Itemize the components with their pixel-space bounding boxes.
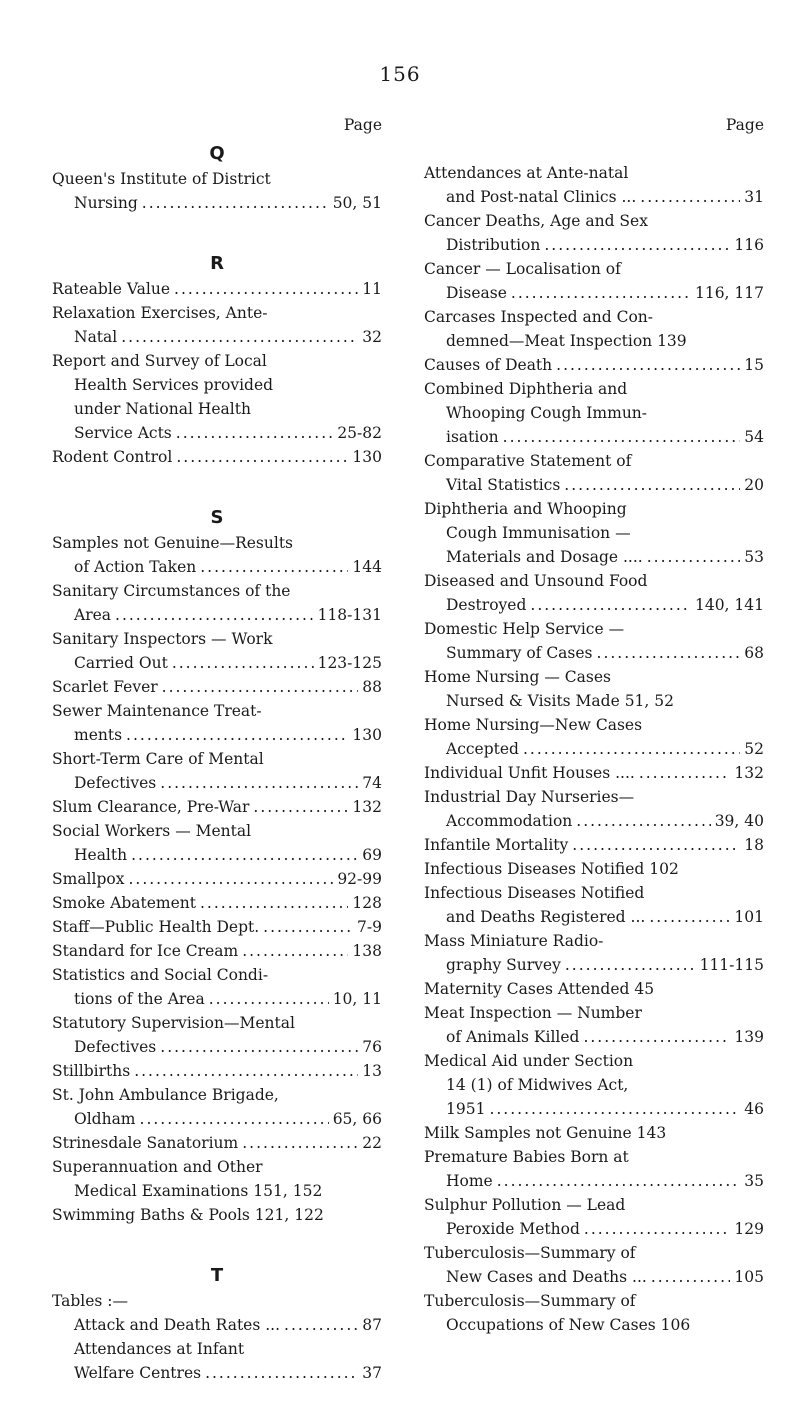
entry-text: Relaxation Exercises, Ante-: [52, 304, 268, 322]
entry-page: 68: [744, 644, 764, 662]
leader-dots: [128, 867, 333, 891]
leader-dots: [115, 603, 314, 627]
page-column-label: Page: [343, 116, 382, 134]
index-entry: [52, 675, 382, 699]
entry-text: Standard for Ice Cream: [52, 942, 239, 960]
index-entry: [424, 1121, 764, 1145]
entry-text: Health: [74, 846, 128, 864]
index-entry: [424, 1241, 764, 1289]
entry-text: Diseased and Unsound Food: [424, 572, 648, 590]
index-entry: [424, 353, 764, 377]
entry-page: 10, 11: [332, 990, 382, 1008]
entry-page: 31: [744, 188, 764, 206]
leader-dots: [523, 737, 740, 761]
index-entry: [424, 1289, 764, 1337]
entry-page: 25-82: [337, 424, 382, 442]
entry-page: 76: [362, 1038, 382, 1056]
entry-text: Disease: [446, 284, 507, 302]
index-entry: [424, 209, 764, 257]
entry-text: Cough Immunisation —: [446, 524, 631, 542]
leader-dots: [503, 425, 741, 449]
entry-text: Premature Babies Born at: [424, 1148, 629, 1166]
entry-text: 1951: [446, 1100, 486, 1118]
leader-dots: [242, 939, 348, 963]
index-entry: [52, 819, 382, 867]
index-entry: [424, 617, 764, 665]
leader-dots: [176, 421, 334, 445]
index-entry: [52, 1131, 382, 1155]
entry-page: 118-131: [317, 606, 382, 624]
index-column-right: [424, 113, 764, 1337]
entry-text: ments: [74, 726, 123, 744]
entry-text: tions of the Area: [74, 990, 205, 1008]
index-entry: [424, 569, 764, 617]
leader-dots: [142, 191, 329, 215]
entry-text: graphy Survey: [446, 956, 561, 974]
index-entry: [424, 1193, 764, 1241]
entry-text: Samples not Genuine—Results: [52, 534, 294, 552]
entry-page: 37: [362, 1364, 382, 1382]
entry-text: Smoke Abatement: [52, 894, 196, 912]
entry-page: 130: [352, 448, 382, 466]
entry-text: Sewer Maintenance Treat-: [52, 702, 262, 720]
entry-text: of Animals Killed: [446, 1028, 580, 1046]
entry-text: Attendances at Ante-natal: [424, 164, 629, 182]
entry-text: and Post-natal Clinics ...: [446, 188, 637, 206]
entry-page: 138: [352, 942, 382, 960]
entry-text: Swimming Baths & Pools 121, 122: [52, 1206, 324, 1224]
entry-page: 7-9: [357, 918, 382, 936]
entry-page: 18: [744, 836, 764, 854]
leader-dots: [647, 545, 741, 569]
leader-dots: [134, 1059, 358, 1083]
entry-text: Report and Survey of Local: [52, 352, 267, 370]
index-entry: [424, 497, 764, 569]
entry-text: Maternity Cases Attended 45: [424, 980, 655, 998]
leader-dots: [172, 651, 314, 675]
index-entry: [424, 665, 764, 713]
entry-text: Distribution: [446, 236, 541, 254]
entry-page: 129: [734, 1220, 764, 1238]
entry-text: Sanitary Inspectors — Work: [52, 630, 273, 648]
section-letter: R: [210, 253, 224, 274]
entry-text: Strinesdale Sanatorium: [52, 1134, 239, 1152]
entry-page: 92-99: [337, 870, 382, 888]
entry-text: Staff—Public Health Dept.: [52, 918, 260, 936]
index-entry: [424, 1001, 764, 1049]
entry-text: demned—Meat Inspection 139: [446, 332, 687, 350]
leader-dots: [160, 771, 358, 795]
entry-text: 14 (1) of Midwives Act,: [446, 1076, 629, 1094]
index-entry: [52, 891, 382, 915]
entry-text: Peroxide Method: [446, 1220, 580, 1238]
index-entry: [424, 977, 764, 1001]
page-column-label: Page: [725, 116, 764, 134]
entry-text: Statistics and Social Condi-: [52, 966, 269, 984]
entry-page: 46: [744, 1100, 764, 1118]
entry-text: Statutory Supervision—Mental: [52, 1014, 295, 1032]
leader-dots: [162, 675, 359, 699]
entry-text: Sulphur Pollution — Lead: [424, 1196, 626, 1214]
entry-text: Defectives: [74, 774, 157, 792]
index-entry: [424, 305, 764, 353]
entry-page: 105: [734, 1268, 764, 1286]
page-number: 156: [379, 62, 421, 86]
entry-page: 50, 51: [332, 194, 382, 212]
entry-text: Mass Miniature Radio-: [424, 932, 604, 950]
leader-dots: [556, 353, 740, 377]
entry-text: Cancer Deaths, Age and Sex: [424, 212, 648, 230]
index-entry: [52, 1313, 382, 1337]
entry-text: Home Nursing—New Cases: [424, 716, 643, 734]
entry-text: Home: [446, 1172, 493, 1190]
index-entry: [424, 1049, 764, 1121]
leader-dots: [530, 593, 691, 617]
leader-dots: [200, 555, 348, 579]
leader-dots: [131, 843, 358, 867]
index-entry: [52, 167, 382, 215]
index-entry: [52, 277, 382, 301]
entry-text: Short-Term Care of Mental: [52, 750, 264, 768]
index-entry: [52, 1337, 382, 1385]
entry-text: Tuberculosis—Summary of: [424, 1292, 636, 1310]
entry-text: New Cases and Deaths ...: [446, 1268, 647, 1286]
leader-dots: [140, 1107, 329, 1131]
index-column-left: [52, 113, 382, 1385]
entry-text: Medical Examinations 151, 152: [74, 1182, 323, 1200]
leader-dots: [640, 185, 740, 209]
entry-text: Causes of Death: [424, 356, 553, 374]
index-entry: [52, 1155, 382, 1203]
entry-text: Infectious Diseases Notified 102: [424, 860, 679, 878]
index-entry: [424, 713, 764, 761]
index-entry: [424, 761, 764, 785]
entry-text: Combined Diphtheria and: [424, 380, 628, 398]
entry-text: Natal: [74, 328, 118, 346]
index-entry: [424, 833, 764, 857]
index-entry: [424, 161, 764, 209]
index-entry: [52, 915, 382, 939]
leader-dots: [583, 1025, 730, 1049]
index-entry: [52, 1289, 382, 1313]
leader-dots: [649, 905, 730, 929]
leader-dots: [284, 1313, 358, 1337]
entry-page: 132: [352, 798, 382, 816]
leader-dots: [572, 833, 740, 857]
entry-text: Smallpox: [52, 870, 125, 888]
entry-text: isation: [446, 428, 499, 446]
entry-text: Medical Aid under Section: [424, 1052, 634, 1070]
entry-text: St. John Ambulance Brigade,: [52, 1086, 279, 1104]
entry-text: under National Health: [74, 400, 251, 418]
index-entry: [52, 1083, 382, 1131]
section-letter: T: [210, 1265, 224, 1286]
entry-text: Meat Inspection — Number: [424, 1004, 642, 1022]
leader-dots: [597, 641, 741, 665]
entry-text: Superannuation and Other: [52, 1158, 263, 1176]
entry-text: Individual Unfit Houses ....: [424, 764, 635, 782]
entry-text: Rodent Control: [52, 448, 173, 466]
leader-dots: [205, 1361, 358, 1385]
leader-dots: [176, 445, 348, 469]
entry-text: Vital Statistics: [446, 476, 561, 494]
entry-text: Nursed & Visits Made 51, 52: [446, 692, 674, 710]
leader-dots: [253, 795, 348, 819]
entry-text: Comparative Statement of: [424, 452, 632, 470]
entry-page: 22: [362, 1134, 382, 1152]
entry-text: Destroyed: [446, 596, 527, 614]
entry-text: Slum Clearance, Pre-War: [52, 798, 250, 816]
entry-text: of Action Taken: [74, 558, 197, 576]
index-entry: [52, 301, 382, 349]
entry-text: Oldham: [74, 1110, 136, 1128]
leader-dots: [576, 809, 710, 833]
entry-page: 35: [744, 1172, 764, 1190]
entry-text: Scarlet Fever: [52, 678, 158, 696]
entry-text: Domestic Help Service —: [424, 620, 625, 638]
entry-page: 69: [362, 846, 382, 864]
entry-text: Industrial Day Nurseries—: [424, 788, 635, 806]
index-entry: [424, 857, 764, 881]
entry-text: Social Workers — Mental: [52, 822, 252, 840]
index-entry: [52, 445, 382, 469]
entry-text: and Deaths Registered ...: [446, 908, 646, 926]
entry-page: 87: [362, 1316, 382, 1334]
index-entry: [424, 377, 764, 449]
index-entry: [52, 795, 382, 819]
entry-page: 20: [744, 476, 764, 494]
index-entry: [52, 867, 382, 891]
index-entry: [52, 939, 382, 963]
entry-text: Area: [74, 606, 112, 624]
leader-dots: [126, 723, 348, 747]
entry-page: 88: [362, 678, 382, 696]
entry-text: Stillbirths: [52, 1062, 131, 1080]
entry-page: 132: [734, 764, 764, 782]
entry-text: Service Acts: [74, 424, 172, 442]
leader-dots: [263, 915, 353, 939]
entry-page: 15: [744, 356, 764, 374]
leader-dots: [489, 1097, 740, 1121]
entry-page: 139: [734, 1028, 764, 1046]
section-letter: S: [210, 507, 224, 528]
leader-dots: [121, 325, 358, 349]
leader-dots: [209, 987, 329, 1011]
entry-text: Carcases Inspected and Con-: [424, 308, 654, 326]
leader-dots: [160, 1035, 358, 1059]
leader-dots: [497, 1169, 741, 1193]
entry-page: 13: [362, 1062, 382, 1080]
entry-page: 140, 141: [694, 596, 764, 614]
leader-dots: [544, 233, 730, 257]
entry-text: Diphtheria and Whooping: [424, 500, 627, 518]
entry-page: 111-115: [699, 956, 764, 974]
entry-text: Materials and Dosage ....: [446, 548, 643, 566]
entry-page: 11: [362, 280, 382, 298]
entry-text: Health Services provided: [74, 376, 274, 394]
entry-page: 39, 40: [714, 812, 764, 830]
entry-text: Sanitary Circumstances of the: [52, 582, 291, 600]
index-entry: [424, 881, 764, 929]
entry-page: 65, 66: [332, 1110, 382, 1128]
entry-text: Summary of Cases: [446, 644, 593, 662]
entry-page: 128: [352, 894, 382, 912]
entry-page: 116, 117: [694, 284, 764, 302]
index-entry: [52, 349, 382, 445]
index-entry: [424, 257, 764, 305]
leader-dots: [174, 277, 358, 301]
leader-dots: [511, 281, 691, 305]
entry-text: Defectives: [74, 1038, 157, 1056]
entry-page: 54: [744, 428, 764, 446]
entry-text: Nursing: [74, 194, 138, 212]
entry-text: Accepted: [446, 740, 519, 758]
index-entry: [424, 1145, 764, 1193]
entry-text: Welfare Centres: [74, 1364, 202, 1382]
entry-page: 52: [744, 740, 764, 758]
index-entry: [52, 1059, 382, 1083]
index-entry: [52, 1011, 382, 1059]
index-entry: [52, 579, 382, 627]
entry-text: Milk Samples not Genuine 143: [424, 1124, 667, 1142]
entry-page: 101: [734, 908, 764, 926]
entry-text: Queen's Institute of District: [52, 170, 271, 188]
index-entry: [52, 627, 382, 675]
entry-text: Infantile Mortality: [424, 836, 569, 854]
entry-text: Cancer — Localisation of: [424, 260, 621, 278]
section-letter: Q: [209, 143, 225, 164]
leader-dots: [564, 473, 740, 497]
entry-text: Whooping Cough Immun-: [446, 404, 648, 422]
index-entry: [424, 785, 764, 833]
index-entry: [52, 531, 382, 579]
index-entry: [52, 699, 382, 747]
index-entry: [52, 963, 382, 1011]
entry-text: Tuberculosis—Summary of: [424, 1244, 636, 1262]
entry-text: Carried Out: [74, 654, 168, 672]
entry-page: 116: [734, 236, 764, 254]
entry-page: 123-125: [317, 654, 382, 672]
entry-text: Attendances at Infant: [74, 1340, 245, 1358]
entry-page: 53: [744, 548, 764, 566]
index-entry: [424, 929, 764, 977]
index-entry: [52, 747, 382, 795]
entry-text: Accommodation: [446, 812, 573, 830]
entry-page: 144: [352, 558, 382, 576]
entry-text: Rateable Value: [52, 280, 171, 298]
entry-text: Occupations of New Cases 106: [446, 1316, 691, 1334]
leader-dots: [565, 953, 696, 977]
entry-text: Infectious Diseases Notified: [424, 884, 645, 902]
entry-text: Tables :—: [52, 1292, 129, 1310]
leader-dots: [584, 1217, 731, 1241]
index-entry: [52, 1203, 382, 1227]
leader-dots: [639, 761, 731, 785]
leader-dots: [242, 1131, 358, 1155]
index-entry: [424, 449, 764, 497]
entry-page: 130: [352, 726, 382, 744]
leader-dots: [651, 1265, 731, 1289]
entry-page: 74: [362, 774, 382, 792]
entry-page: 32: [362, 328, 382, 346]
leader-dots: [200, 891, 348, 915]
entry-text: Home Nursing — Cases: [424, 668, 611, 686]
entry-text: Attack and Death Rates ...: [74, 1316, 281, 1334]
